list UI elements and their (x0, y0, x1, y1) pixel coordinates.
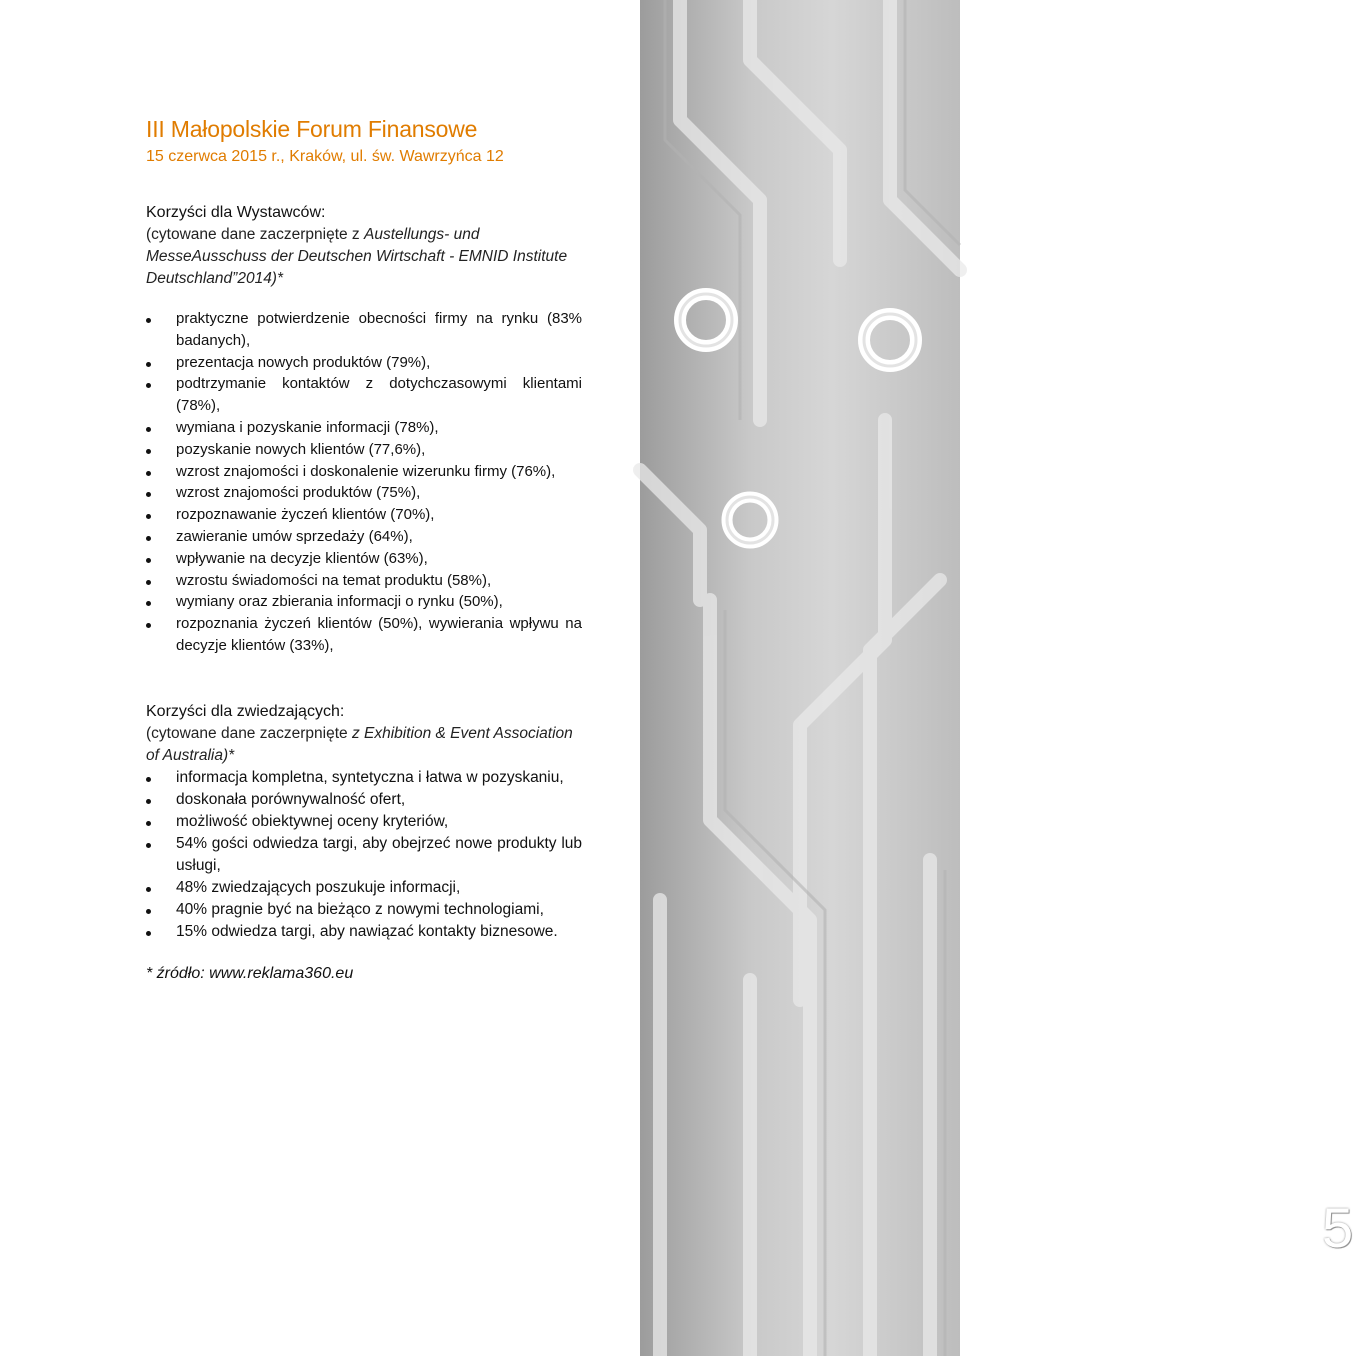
visitors-intro-prefix: (cytowane dane zaczerpnięte (146, 724, 352, 742)
list-item: 15% odwiedza targi, aby nawiązać kontakty biznesowe. (146, 921, 582, 943)
list-item: możliwość obiektywnej oceny kryteriów, (146, 811, 582, 833)
exhibitors-intro-prefix: (cytowane dane zaczerpnięte z (146, 226, 364, 243)
list-item: 40% pragnie być na bieżąco z nowymi technologiami, (146, 899, 582, 921)
source-note: * źródło: www.reklama360.eu (146, 964, 354, 982)
main-text-column (146, 114, 582, 983)
list-item: rozpoznania życzeń klientów (50%), wywierania wpływu na decyzje klientów (33%), (146, 613, 582, 657)
list-item: wymiana i pozyskanie informacji (78%), (146, 417, 582, 439)
exhibitors-heading: Korzyści dla Wystawców: (146, 204, 326, 221)
list-item: praktyczne potwierdzenie obecności firmy na rynku (83% badanych), (146, 308, 582, 352)
list-item: wzrost znajomości i doskonalenie wizerunku firmy (76%), (146, 461, 582, 483)
list-item: prezentacja nowych produktów (79%), (146, 352, 582, 374)
list-item: zawieranie umów sprzedaży (64%), (146, 526, 582, 548)
list-item: doskonała porównywalność ofert, (146, 789, 582, 811)
list-item: informacja kompletna, syntetyczna i łatwa w pozyskaniu, (146, 767, 582, 789)
circuit-graphic (640, 0, 960, 1356)
exhibitors-intro (146, 224, 582, 290)
event-date-location: 15 czerwca 2015 r., Kraków, ul. św. Wawrzyńca 12 (146, 148, 504, 165)
decorative-circuit-panel (640, 0, 1354, 1356)
visitors-benefits-list (146, 767, 582, 943)
list-item: pozyskanie nowych klientów (77,6%), (146, 439, 582, 461)
visitors-intro (146, 723, 582, 767)
list-item: wzrostu świadomości na temat produktu (58%), (146, 570, 582, 592)
list-item: podtrzymanie kontaktów z dotychczasowymi klientami (78%), (146, 373, 582, 417)
list-item: wpływanie na decyzje klientów (63%), (146, 548, 582, 570)
list-item: wzrost znajomości produktów (75%), (146, 482, 582, 504)
list-item: 48% zwiedzających poszukuje informacji, (146, 877, 582, 899)
list-item: rozpoznawanie życzeń klientów (70%), (146, 504, 582, 526)
list-item: wymiany oraz zbierania informacji o rynku (50%), (146, 591, 582, 613)
exhibitors-benefits-list (146, 308, 582, 657)
exhibitors-intro-source: Austellungs- und MesseAusschuss der Deutschen Wirtschaft - EMNID Institute Deutschland”2014)* (146, 226, 568, 287)
page-title: III Małopolskie Forum Finansowe (146, 116, 478, 142)
page-number: 5 (1322, 1196, 1354, 1259)
visitors-heading: Korzyści dla zwiedzających: (146, 702, 345, 720)
visitors-intro-source: z Exhibition & Event Association of Australia)* (146, 724, 573, 764)
list-item: 54% gości odwiedza targi, aby obejrzeć nowe produkty lub usługi, (146, 833, 582, 877)
